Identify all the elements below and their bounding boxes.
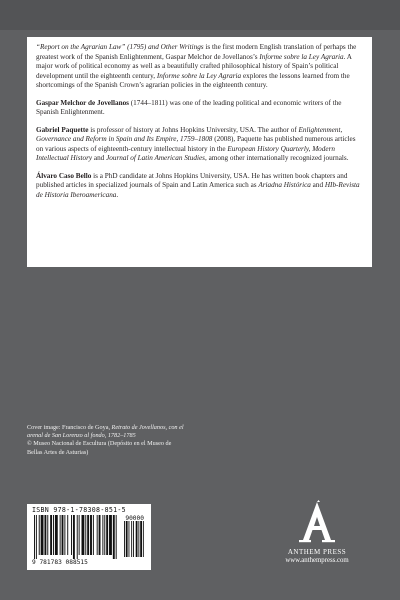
description-panel (27, 37, 372, 267)
barcode-addon-number: 90000 (125, 515, 144, 522)
translator-bio-caso-bello: Álvaro Caso Bello is a PhD candidate at Johns Hopkins University, USA. He has written book chapters and published articles in specialized journals of Spain and Latin America such as Ariadna Histórica and HIb-Revista de Historia Iberoamericana. (36, 171, 360, 199)
top-band (0, 0, 400, 30)
publisher-block (262, 500, 372, 564)
author-bio: Gaspar Melchor de Jovellanos (1744–1811) was one of the leading political and economic writers of the Spanish Enlightenment. (36, 98, 342, 116)
book-title: “Report on the Agrarian Law” (1795) and Other Writings (36, 43, 204, 51)
ean-number: 9 781783 088515 (32, 559, 88, 566)
painting-title: Retrato de Jovellanos, con el arenal de San Lorenzo al fondo, 1782–1785 (27, 424, 184, 440)
publisher-name: ANTHEM PRESS (287, 548, 347, 556)
isbn-label: ISBN 978-1-78308-851-5 (32, 506, 126, 514)
author-name: Gaspar Melchor de Jovellanos (36, 98, 129, 107)
cover-image-credit: Cover image: Francisco de Goya, Retrato de Jovellanos, con el arenal de San Lorenzo al fondo, 1782–1785 © Museo Nacional de Escultura (Depósito en el Museo de Bellas Artes de Asturias) (27, 424, 184, 456)
editor-name: Gabriel Paquette (36, 125, 89, 134)
book-description: “Report on the Agrarian Law” (1795) and Other Writings is the first modern English translation of perhaps the greatest work of the Spanish Enlightenment, Gaspar Melchor de Jovellanos’s Informe sobre la Ley Agraria. A major work of political economy as well as a beautifully crafted philosophical history of Spain’s political development until the eighteenth century, Informe sobre la Ley Agraria explores the lessons learned from the shortcomings of the Spanish Crown’s agrarian policies in the eighteenth century. (36, 43, 357, 89)
editor-bio-paquette: Gabriel Paquette is professor of history at Johns Hopkins University, USA. The author of Enlightenment, Governance and Reform in Spain and Its Empire, 1759–1808 (2008), Paquette has published numerous articles on various aspects of eighteenth-century intellectual history in the European History Quarterly, Modern Intellectual History and Journal of Latin American Studies, among other internationally recognized journals. (36, 125, 356, 162)
anthem-logo-icon (297, 500, 337, 546)
translator-name: Álvaro Caso Bello (36, 171, 92, 180)
publisher-url: www.anthempress.com (285, 557, 349, 564)
isbn-barcode (27, 504, 151, 570)
